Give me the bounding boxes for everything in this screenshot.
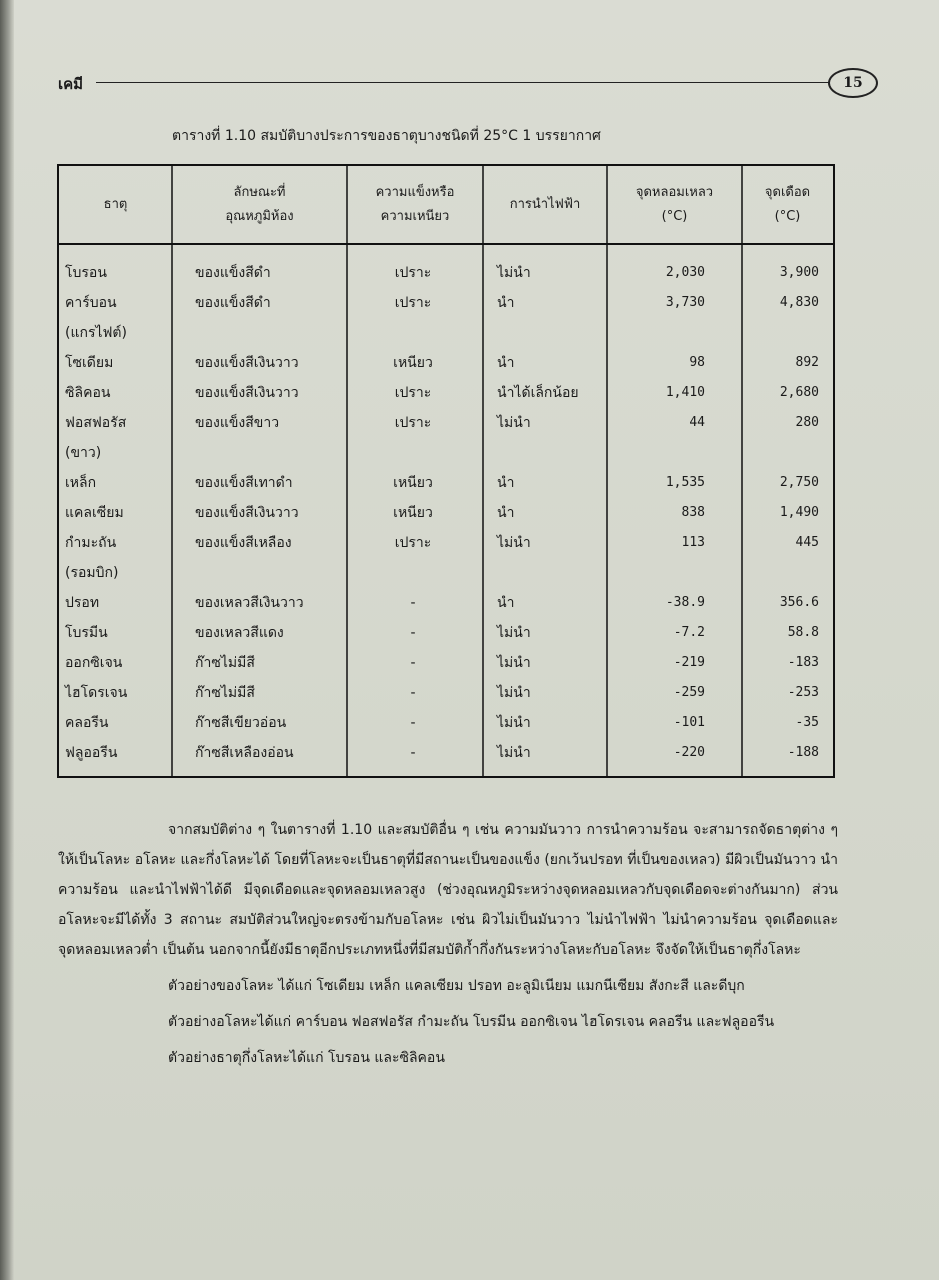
cell-state: ก๊าซไม่มีสี (195, 655, 255, 671)
table-row (59, 378, 833, 408)
cell-boiling-point: 4,830 (779, 295, 819, 310)
cell-hardness: เปราะ (394, 535, 432, 551)
header-boiling-point (742, 166, 833, 244)
header-rule (96, 82, 830, 83)
cell-hardness: - (410, 685, 416, 701)
header-hardness (347, 166, 483, 244)
cell-conductivity: ไม่นำ (497, 745, 531, 761)
cell-element: ออกซิเจน (65, 655, 123, 671)
cell-element: โบรมีน (65, 625, 108, 641)
table-row (59, 348, 833, 378)
table-row (59, 528, 833, 558)
cell-state: ของเหลวสีเงินวาว (195, 595, 304, 611)
table-row (59, 708, 833, 738)
header-hardness-line1: ความแข็งหรือ (375, 185, 455, 200)
cell-state: ก๊าซไม่มีสี (195, 685, 255, 701)
cell-conductivity: ไม่นำ (497, 415, 531, 431)
cell-state: ของแข็งสีเหลือง (195, 535, 292, 551)
header-element (59, 166, 172, 244)
table-row (59, 618, 833, 648)
cell-melting-point: 98 (689, 355, 705, 370)
table-row (59, 588, 833, 618)
cell-state: ของแข็งสีเงินวาว (195, 385, 299, 401)
table-row (59, 738, 833, 768)
cell-element: ปรอท (65, 595, 100, 611)
table-row (59, 258, 833, 288)
cell-melting-point: 2,030 (665, 265, 705, 280)
paragraph-metalloid-examples: ตัวอย่างธาตุกึ่งโลหะได้แก่ โบรอน และซิลิคอน (168, 1050, 445, 1066)
header-mp-line1: จุดหลอมเหลว (635, 185, 714, 200)
header-state-line1: ลักษณะที่ (233, 185, 286, 200)
table-row (59, 648, 833, 678)
cell-element: คาร์บอน (65, 295, 117, 311)
page-number: 15 (828, 68, 878, 98)
cell-conductivity: นำ (497, 355, 515, 371)
table-row (59, 408, 833, 438)
cell-boiling-point: 3,900 (779, 265, 819, 280)
cell-conductivity: นำได้เล็กน้อย (497, 385, 579, 401)
cell-melting-point: 838 (681, 505, 705, 520)
cell-element: คลอรีน (65, 715, 109, 731)
cell-melting-point: 113 (681, 535, 705, 550)
cell-boiling-point: -183 (787, 655, 819, 670)
cell-state: ก๊าซสีเหลืองอ่อน (195, 745, 294, 761)
page-header (58, 68, 878, 98)
cell-state: ของแข็งสีเทาดำ (195, 475, 293, 491)
cell-melting-point: 1,410 (665, 385, 705, 400)
cell-melting-point: 3,730 (665, 295, 705, 310)
cell-element: ไฮโดรเจน (65, 685, 128, 701)
cell-element: (ขาว) (65, 445, 102, 461)
cell-boiling-point: 892 (795, 355, 819, 370)
table-row (59, 288, 833, 318)
header-hardness-line2: ความเหนียว (380, 209, 450, 224)
cell-melting-point: 1,535 (665, 475, 705, 490)
header-state-line2: อุณหภูมิห้อง (225, 209, 294, 224)
cell-conductivity: นำ (497, 505, 515, 521)
cell-hardness: - (410, 625, 416, 641)
table-caption: ตารางที่ 1.10 สมบัติบางประการของธาตุบางชนิดที่ 25°C 1 บรรยากาศ (172, 128, 601, 144)
cell-state: ของแข็งสีเงินวาว (195, 355, 299, 371)
header-melting-point (607, 166, 742, 244)
cell-hardness: เหนียว (393, 475, 433, 491)
table-row (59, 318, 833, 348)
cell-element: แคลเซียม (65, 505, 124, 521)
cell-hardness: - (410, 655, 416, 671)
table-row (59, 558, 833, 588)
cell-melting-point: -101 (673, 715, 705, 730)
cell-state: ของแข็งสีขาว (195, 415, 280, 431)
cell-conductivity: นำ (497, 595, 515, 611)
cell-hardness: เปราะ (394, 415, 432, 431)
cell-state: ของเหลวสีแดง (195, 625, 284, 641)
header-conductivity-label: การนำไฟฟ้า (509, 197, 581, 212)
cell-element: (แกรไฟต์) (65, 325, 127, 341)
cell-conductivity: นำ (497, 475, 515, 491)
paragraph-metal-examples: ตัวอย่างของโลหะ ได้แก่ โซเดียม เหล็ก แคลเซียม ปรอท อะลูมิเนียม แมกนีเซียม สังกะสี และดีบุก (168, 978, 745, 994)
chapter-title: เคมี (58, 75, 84, 93)
header-bp-line1: จุดเดือด (764, 185, 811, 200)
header-mp-line2: (°C) (661, 209, 688, 224)
cell-state: ของแข็งสีดำ (195, 265, 271, 281)
cell-boiling-point: 58.8 (787, 625, 819, 640)
paragraph-nonmetal-examples: ตัวอย่างอโลหะได้แก่ คาร์บอน ฟอสฟอรัส กำมะถัน โบรมีน ออกซิเจน ไฮโดรเจน คลอรีน และฟลูออรีน (168, 1014, 775, 1030)
cell-state: ของแข็งสีดำ (195, 295, 271, 311)
book-spine-shadow (0, 0, 14, 1280)
table-row (59, 498, 833, 528)
header-conductivity (483, 166, 607, 244)
cell-boiling-point: 280 (795, 415, 819, 430)
cell-conductivity: ไม่นำ (497, 625, 531, 641)
cell-conductivity: ไม่นำ (497, 655, 531, 671)
cell-hardness: เปราะ (394, 295, 432, 311)
cell-conductivity: ไม่นำ (497, 715, 531, 731)
cell-element: กำมะถัน (65, 535, 117, 551)
cell-boiling-point: 2,750 (779, 475, 819, 490)
cell-element: ซิลิคอน (65, 385, 111, 401)
cell-hardness: เหนียว (393, 505, 433, 521)
table-row (59, 468, 833, 498)
cell-hardness: - (410, 745, 416, 761)
cell-boiling-point: -253 (787, 685, 819, 700)
cell-boiling-point: -188 (787, 745, 819, 760)
cell-boiling-point: 445 (795, 535, 819, 550)
cell-melting-point: -220 (673, 745, 705, 760)
cell-hardness: เปราะ (394, 265, 432, 281)
cell-conductivity: ไม่นำ (497, 535, 531, 551)
paragraph-classification: จากสมบัติต่าง ๆ ในตารางที่ 1.10 และสมบัติอื่น ๆ เช่น ความมันวาว การนำความร้อน จะสามารถจัดธาตุต่าง ๆ ให้เป็นโลหะ อโลหะ และกึ่งโลหะได้ โดยที่โลหะจะเป็นธาตุที่มีสถานะเป็นของแข็ง (ยกเว้นปรอท ที่เป็นของเหลว) มีผิวเป็นมันวาว นำความร้อน และนำไฟฟ้าได้ดี มีจุดเดือดและจุดหลอมเหลวสูง (ช่วงอุณหภูมิระหว่างจุดหลอมเหลวกับจุดเดือดจะต่างกันมาก) ส่วนอโลหะจะมีได้ทั้ง 3 สถานะ สมบัติส่วนใหญ่จะตรงข้ามกับอโลหะ เช่น ผิวไม่เป็นมันวาว ไม่นำไฟฟ้า ไม่นำความร้อน จุดเดือดและจุดหลอมเหลวต่ำ เป็นต้น นอกจากนี้ยังมีธาตุอีกประเภทหนึ่งที่มีสมบัติก้ำกึ่งกันระหว่างโลหะกับอโลหะ จึงจัดให้เป็นธาตุกึ่งโลหะ (58, 822, 838, 958)
table-row (59, 438, 833, 468)
cell-element: ฟลูออรีน (65, 745, 118, 761)
cell-element: (รอมบิก) (65, 565, 119, 581)
cell-element: โบรอน (65, 265, 107, 281)
cell-melting-point: -219 (673, 655, 705, 670)
body-text (58, 815, 838, 1073)
cell-conductivity: นำ (497, 295, 515, 311)
cell-state: ของแข็งสีเงินวาว (195, 505, 299, 521)
cell-boiling-point: -35 (795, 715, 819, 730)
cell-melting-point: 44 (689, 415, 705, 430)
header-state (172, 166, 347, 244)
cell-conductivity: ไม่นำ (497, 685, 531, 701)
cell-boiling-point: 1,490 (779, 505, 819, 520)
cell-melting-point: -259 (673, 685, 705, 700)
cell-hardness: เหนียว (393, 355, 433, 371)
cell-conductivity: ไม่นำ (497, 265, 531, 281)
cell-boiling-point: 356.6 (779, 595, 819, 610)
header-element-label: ธาตุ (103, 197, 128, 212)
header-bp-line2: (°C) (774, 209, 801, 224)
cell-melting-point: -38.9 (665, 595, 705, 610)
cell-element: โซเดียม (65, 355, 114, 371)
table-row (59, 678, 833, 708)
cell-element: ฟอสฟอรัส (65, 415, 127, 431)
cell-boiling-point: 2,680 (779, 385, 819, 400)
cell-hardness: เปราะ (394, 385, 432, 401)
cell-state: ก๊าซสีเขียวอ่อน (195, 715, 287, 731)
properties-table (57, 164, 835, 778)
cell-element: เหล็ก (65, 475, 97, 491)
cell-hardness: - (410, 595, 416, 611)
cell-hardness: - (410, 715, 416, 731)
cell-melting-point: -7.2 (673, 625, 705, 640)
